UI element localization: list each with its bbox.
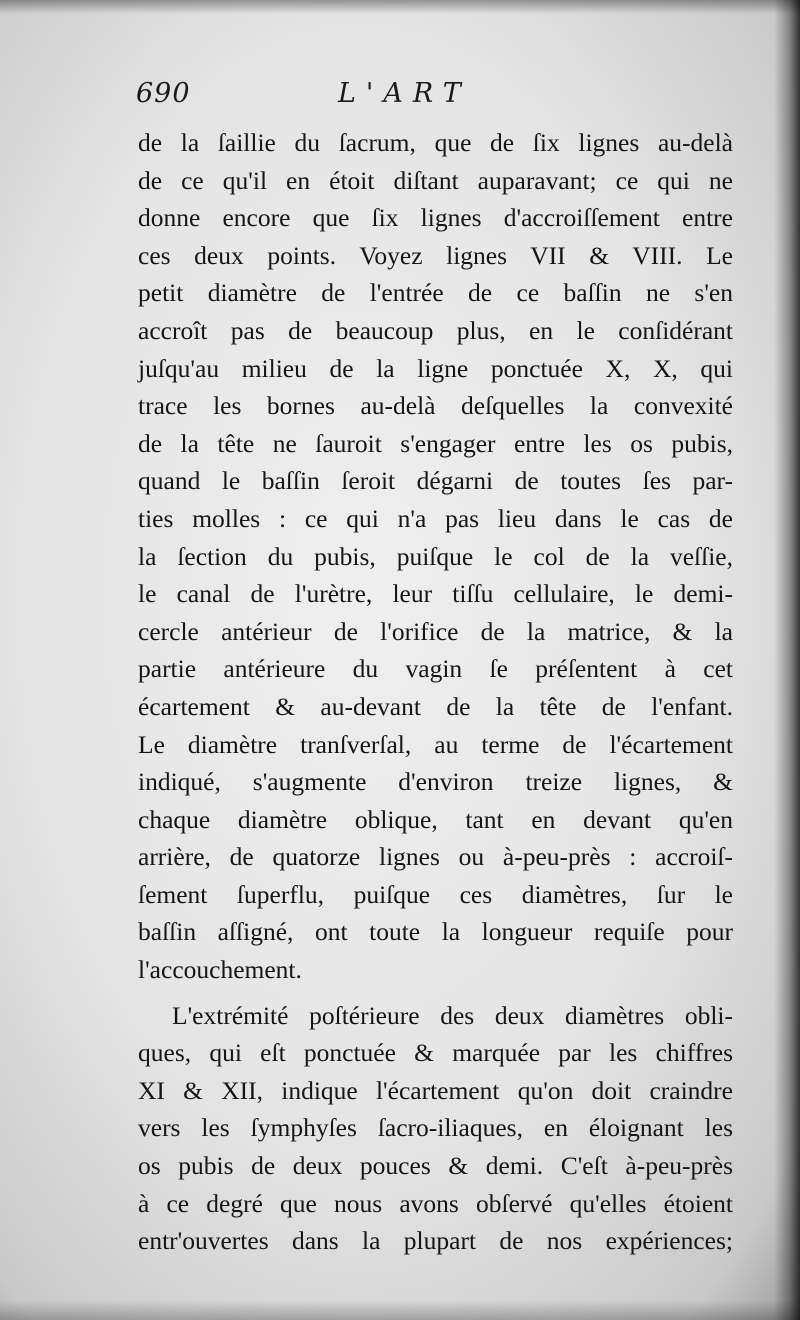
page-number: 690 bbox=[136, 78, 191, 109]
text-line: ſement ſuperflu, puiſque ces diamètres, ſur le bbox=[138, 879, 733, 909]
text-line: l'accouchement. bbox=[138, 955, 302, 985]
text-line: de ce qu'il en étoit diſtant auparavant; ce qui ne bbox=[138, 165, 733, 195]
text-line: trace les bornes au-delà deſquelles la convexité bbox=[138, 391, 733, 421]
page-top-shadow bbox=[0, 0, 800, 14]
text-line: partie antérieure du vagin ſe préſentent à cet bbox=[138, 654, 733, 684]
text-line: Le diamètre tranſverſal, au terme de l'écartement bbox=[138, 729, 733, 759]
page-gutter-shadow bbox=[774, 0, 800, 1320]
text-line: vers les ſymphyſes ſacro-iliaques, en éloignant les bbox=[138, 1113, 733, 1143]
text-line: chaque diamètre oblique, tant en devant qu'en bbox=[138, 804, 733, 834]
page-header bbox=[130, 72, 740, 112]
text-line: de la ſaillie du ſacrum, que de ſix lignes au-delà bbox=[138, 128, 733, 157]
text-line: XI & XII, indique l'écartement qu'on doit craindre bbox=[138, 1075, 733, 1105]
text-line: indiqué, s'augmente d'environ treize lignes, & bbox=[138, 767, 733, 797]
text-line: baſſin aſſigné, ont toute la longueur requiſe pour bbox=[138, 917, 733, 947]
body-text bbox=[138, 124, 733, 1260]
text-line: à ce degré que nous avons obſervé qu'elles étoient bbox=[138, 1188, 733, 1218]
text-line: la ſection du pubis, puiſque le col de la veſſie, bbox=[138, 541, 733, 571]
text-line: L'extrémité poſtérieure des deux diamètres obli- bbox=[172, 1000, 733, 1030]
text-line: ces deux points. Voyez lignes VII & VIII. Le bbox=[138, 240, 733, 270]
text-line: juſqu'au milieu de la ligne ponctuée X, X, qui bbox=[138, 353, 733, 383]
text-line: écartement & au-devant de la tête de l'enfant. bbox=[138, 691, 733, 721]
text-line: le canal de l'urètre, leur tiſſu cellulaire, le demi- bbox=[138, 579, 733, 609]
text-line: de la tête ne ſauroit s'engager entre les os pubis, bbox=[138, 428, 733, 458]
text-line: accroît pas de beaucoup plus, en le conſidérant bbox=[138, 315, 733, 345]
page-bottom-shadow bbox=[0, 1300, 800, 1320]
text-line: os pubis de deux pouces & demi. C'eſt à-peu-près bbox=[138, 1151, 733, 1181]
text-line: quand le baſſin ſeroit dégarni de toutes ſes par- bbox=[138, 466, 733, 496]
text-line: entr'ouvertes dans la plupart de nos expériences; bbox=[138, 1226, 733, 1256]
paragraph-2 bbox=[138, 997, 733, 1260]
paragraph-gap bbox=[138, 989, 733, 997]
running-head: L'ART bbox=[338, 78, 471, 109]
text-line: ties molles : ce qui n'a pas lieu dans le cas de bbox=[138, 503, 733, 533]
text-line: cercle antérieur de l'orifice de la matrice, & la bbox=[138, 616, 733, 646]
paragraph-1 bbox=[138, 124, 733, 989]
text-line: petit diamètre de l'entrée de ce baſſin ne s'en bbox=[138, 278, 733, 308]
text-line: arrière, de quatorze lignes ou à-peu-près : accroiſ- bbox=[138, 842, 733, 872]
text-line: donne encore que ſix lignes d'accroiſſement entre bbox=[138, 203, 733, 233]
text-line: ques, qui eſt ponctuée & marquée par les chiffres bbox=[138, 1038, 733, 1068]
